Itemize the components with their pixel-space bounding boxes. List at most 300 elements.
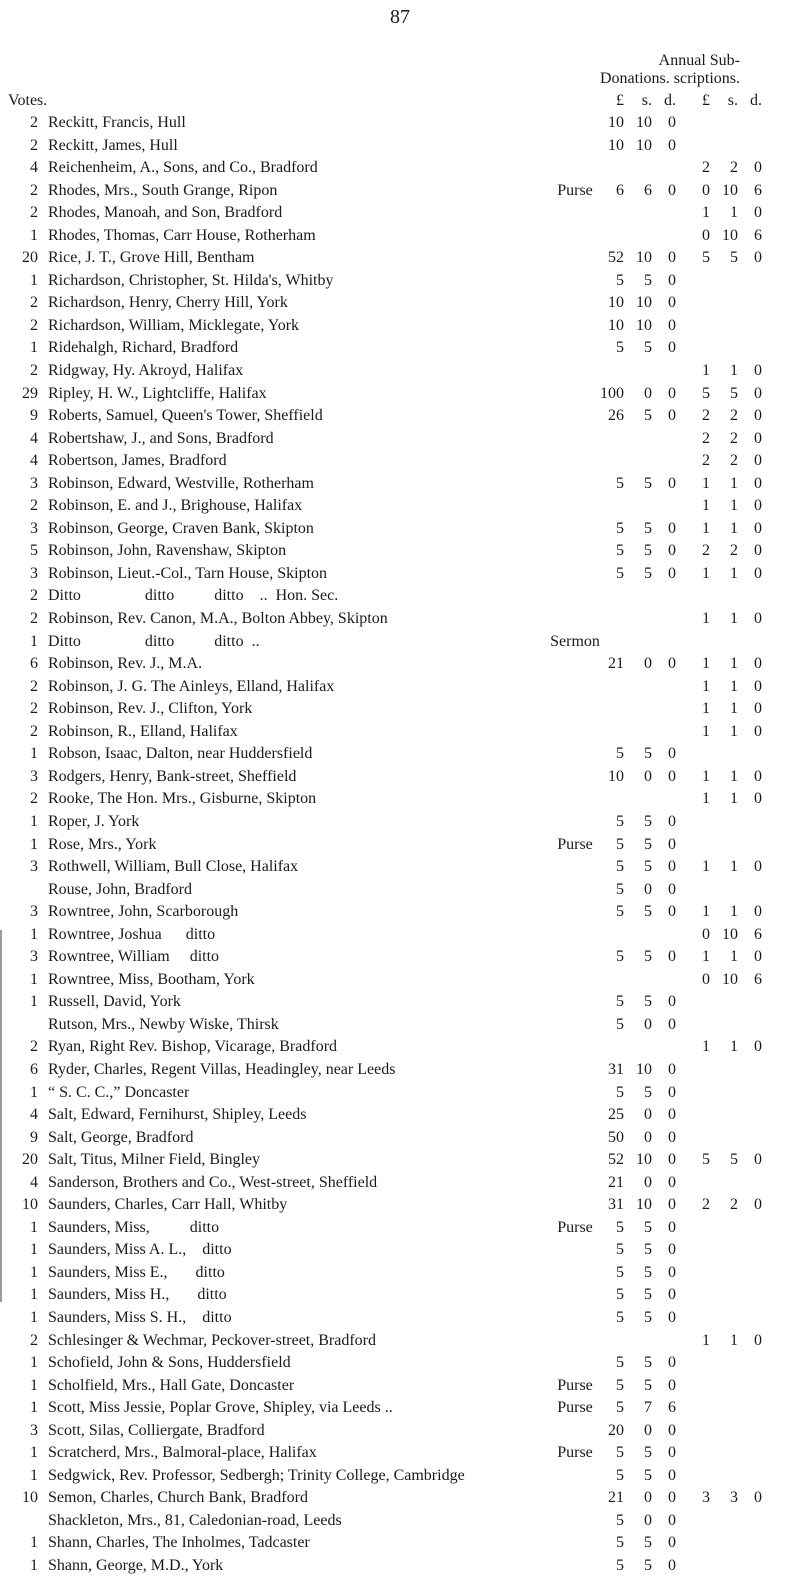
table-row [0,1217,800,1240]
name-cell: Robertson, James, Bradford [48,452,227,470]
votes-cell: 2 [30,181,38,199]
votes-cell: 1 [30,226,38,244]
name-cell: Ryan, Right Rev. Bishop, Vicarage, Bradford [48,1038,338,1056]
votes-cell: 3 [30,564,38,582]
votes-cell: 4 [30,1106,38,1124]
name-cell: Salt, Edward, Fernihurst, Shipley, Leeds [48,1106,307,1124]
donation-pounds-cell: 5 [616,1263,624,1281]
votes-cell: 2 [30,316,38,334]
donation-pounds-heading: £ [616,92,624,109]
subscription-pence-cell: 0 [754,1151,762,1169]
donation-pence-cell: 0 [668,316,676,334]
name-cell: Rothwell, William, Bull Close, Halifax [48,858,299,876]
votes-cell: 1 [30,1263,38,1281]
subscription-shillings-cell: 1 [730,1038,738,1056]
subscription-pence-cell: 0 [754,407,762,425]
subscription-pence-cell: 0 [754,362,762,380]
donation-pounds-cell: 31 [608,1060,624,1078]
name-cell: Reichenheim, A., Sons, and Co., Bradford [48,159,318,177]
subscription-pence-cell: 0 [754,858,762,876]
subscription-pence-cell: 0 [754,722,762,740]
donation-pence-cell: 0 [668,1241,676,1259]
votes-cell: 1 [30,1308,38,1326]
votes-cell: 1 [30,339,38,357]
subscription-pence-cell: 0 [754,1489,762,1507]
donation-pounds-cell: 5 [616,1557,624,1574]
subscription-shillings-cell: 1 [730,722,738,740]
name-cell: Rhodes, Mrs., South Grange, Ripon [48,181,278,199]
subscription-shillings-cell: 1 [730,858,738,876]
name-cell: Richardson, William, Micklegate, York [48,316,300,334]
subscription-pounds-cell: 5 [702,384,710,402]
donation-pounds-cell: 5 [616,271,624,289]
donation-pence-cell: 0 [668,181,676,199]
name-cell: Robson, Isaac, Dalton, near Huddersfield [48,745,313,763]
donation-pence-cell: 0 [668,1106,676,1124]
subscription-pounds-cell: 0 [702,970,710,988]
name-cell: Rowntree, William ditto [48,948,220,966]
subscription-shillings-cell: 10 [722,970,738,988]
votes-cell: 1 [30,745,38,763]
votes-cell: 1 [30,1354,38,1372]
name-cell: Schofield, John & Sons, Huddersfield [48,1354,291,1372]
subscription-shillings-cell: 5 [730,384,738,402]
subscription-pounds-cell: 1 [702,519,710,537]
donation-pence-cell: 0 [668,136,676,154]
table-row [0,743,800,766]
votes-cell: 3 [30,767,38,785]
votes-cell: 1 [30,1534,38,1552]
name-cell: Scott, Silas, Colliergate, Bradford [48,1421,265,1439]
donation-pounds-cell: 5 [616,745,624,763]
subscription-pounds-cell: 1 [702,1038,710,1056]
subscription-pence-cell: 6 [754,970,762,988]
votes-cell: 4 [30,1173,38,1191]
votes-cell: 1 [30,1218,38,1236]
table-row [0,495,800,518]
name-cell: Scholfield, Mrs., Hall Gate, Doncaster [48,1376,295,1394]
donation-pounds-cell: 5 [616,1376,624,1394]
table-row [0,1239,800,1262]
votes-cell: 2 [30,790,38,808]
votes-cell: 2 [30,610,38,628]
subscription-pence-cell: 0 [754,497,762,515]
donation-shillings-cell: 5 [644,1376,652,1394]
subscription-pence-cell: 6 [754,181,762,199]
name-cell: Saunders, Miss S. H., ditto [48,1308,232,1326]
donation-pence-cell: 0 [668,1511,676,1529]
donation-pounds-cell: 5 [616,880,624,898]
donation-shillings-cell: 0 [644,1489,652,1507]
donation-pence-cell: 0 [668,1173,676,1191]
votes-cell: 3 [30,903,38,921]
donation-shillings-cell: 5 [644,1354,652,1372]
donation-pounds-cell: 5 [616,1444,624,1462]
subscription-pounds-cell: 5 [702,1151,710,1169]
donation-shillings-cell: 5 [644,1241,652,1259]
votes-heading: Votes. [8,92,48,109]
table-row [0,676,800,699]
donation-shillings-cell: 5 [644,993,652,1011]
table-row [0,202,800,225]
donation-shillings-cell: 5 [644,1444,652,1462]
name-cell: Richardson, Christopher, St. Hilda's, Whitby [48,271,334,289]
donation-pence-cell: 0 [668,1263,676,1281]
table-row [0,1059,800,1082]
table-row [0,811,800,834]
votes-cell: 4 [30,452,38,470]
subscription-pence-cell: 0 [754,204,762,222]
donation-shillings-cell: 5 [644,858,652,876]
donation-shillings-cell: 0 [644,1421,652,1439]
donation-pounds-cell: 5 [616,1354,624,1372]
donation-pounds-cell: 5 [616,1511,624,1529]
votes-cell: 2 [30,587,38,605]
donation-pounds-cell: 5 [616,519,624,537]
table-row [0,698,800,721]
name-cell: Robinson, Rev. Canon, M.A., Bolton Abbey, Skipton [48,610,388,628]
donation-pence-cell: 0 [668,474,676,492]
donation-pounds-cell: 5 [616,1286,624,1304]
donation-pence-cell: 0 [668,1557,676,1574]
subscription-shillings-cell: 1 [730,903,738,921]
subscription-pounds-cell: 2 [702,159,710,177]
votes-cell: 1 [30,1444,38,1462]
subscription-pence-cell: 0 [754,429,762,447]
name-cell: Semon, Charles, Church Bank, Bradford [48,1489,308,1507]
votes-cell: 2 [30,722,38,740]
subscription-pence-cell: 6 [754,925,762,943]
votes-cell: 2 [30,1038,38,1056]
table-row [0,383,800,406]
donation-pounds-cell: 5 [616,542,624,560]
donation-pence-cell: 0 [668,835,676,853]
subscription-shillings-cell: 1 [730,790,738,808]
table-row [0,834,800,857]
donation-pounds-cell: 5 [616,835,624,853]
votes-cell: 2 [30,204,38,222]
donation-shillings-cell: 5 [644,339,652,357]
donation-shillings-cell: 5 [644,948,652,966]
donation-pounds-cell: 25 [608,1106,624,1124]
table-row [0,157,800,180]
subscription-pounds-cell: 1 [702,362,710,380]
votes-cell: 2 [30,677,38,695]
table-row [0,721,800,744]
subscription-shillings-cell: 2 [730,1196,738,1214]
votes-cell: 20 [22,1151,38,1169]
donation-pounds-cell: 52 [608,249,624,267]
subscription-shillings-cell: 1 [730,362,738,380]
donation-shillings-cell: 7 [644,1399,652,1417]
donation-shillings-cell: 10 [636,114,652,131]
donation-pence-cell: 6 [668,1399,676,1417]
votes-cell: 10 [22,1489,38,1507]
donation-pence-cell: 0 [668,655,676,673]
donation-shillings-cell: 10 [636,316,652,334]
name-cell: Rhodes, Thomas, Carr House, Rotherham [48,226,316,244]
subscription-pence-cell: 6 [754,226,762,244]
donation-pence-cell: 0 [668,948,676,966]
name-cell: Robinson, Rev. J., Clifton, York [48,700,253,718]
name-cell: Rowntree, John, Scarborough [48,903,239,921]
donation-pounds-cell: 21 [608,1173,624,1191]
subscription-shillings-cell: 10 [722,925,738,943]
name-cell: Shann, Charles, The Inholmes, Tadcaster [48,1534,310,1552]
subscription-shillings-heading: s. [727,92,738,109]
subscription-pence-heading: d. [750,92,762,109]
donation-pence-cell: 0 [668,1060,676,1078]
subscription-shillings-cell: 10 [722,181,738,199]
table-row [0,1352,800,1375]
table-row [0,856,800,879]
subscription-pence-cell: 0 [754,159,762,177]
table-row [0,1487,800,1510]
subscription-pounds-cell: 1 [702,722,710,740]
donation-shillings-cell: 6 [644,181,652,199]
donations-subscriptions-heading: Donations. scriptions. [600,70,740,87]
subscription-shillings-cell: 5 [730,249,738,267]
votes-cell: 29 [22,384,38,402]
name-cell: Ridgway, Hy. Akroyd, Halifax [48,362,244,380]
votes-cell: 1 [30,1557,38,1574]
donation-shillings-cell: 5 [644,1466,652,1484]
donation-pence-cell: 0 [668,1308,676,1326]
donation-pence-cell: 0 [668,1444,676,1462]
donation-pounds-cell: 52 [608,1151,624,1169]
table-row [0,1465,800,1488]
name-cell: Robertshaw, J., and Sons, Bradford [48,429,274,447]
donation-shillings-cell: 10 [636,249,652,267]
votes-cell: 1 [30,1466,38,1484]
subscription-pounds-cell: 1 [702,767,710,785]
table-row [0,1307,800,1330]
donation-shillings-cell: 5 [644,271,652,289]
name-cell: Rhodes, Manoah, and Son, Bradford [48,204,283,222]
donation-pence-cell: 0 [668,542,676,560]
votes-cell: 1 [30,1376,38,1394]
table-row [0,1014,800,1037]
donation-shillings-cell: 0 [644,655,652,673]
donation-pence-cell: 0 [668,1083,676,1101]
donation-shillings-cell: 0 [644,1015,652,1033]
subscription-pence-cell: 0 [754,700,762,718]
donation-pounds-cell: 10 [608,767,624,785]
donation-pence-cell: 0 [668,1286,676,1304]
votes-cell: 2 [30,497,38,515]
name-cell: Robinson, E. and J., Brighouse, Halifax [48,497,303,515]
subscription-shillings-cell: 10 [722,226,738,244]
table-row [0,1442,800,1465]
subscription-shillings-cell: 1 [730,948,738,966]
donation-shillings-cell: 5 [644,1286,652,1304]
note-cell: Purse [557,1218,593,1236]
table-row [0,1104,800,1127]
donation-shillings-cell: 0 [644,1128,652,1146]
subscription-pence-cell: 0 [754,249,762,267]
donation-pence-cell: 0 [668,1196,676,1214]
table-row [0,540,800,563]
table-row [0,405,800,428]
subscription-pounds-cell: 1 [702,610,710,628]
donation-pounds-cell: 5 [616,1218,624,1236]
votes-cell: 1 [30,1286,38,1304]
subscription-pounds-cell: 0 [702,181,710,199]
votes-cell: 5 [30,542,38,560]
name-cell: Salt, Titus, Milner Field, Bingley [48,1151,261,1169]
votes-cell: 1 [30,835,38,853]
donation-pounds-cell: 10 [608,114,624,131]
subscription-pence-cell: 0 [754,542,762,560]
donation-shillings-cell: 5 [644,542,652,560]
subscription-pence-cell: 0 [754,384,762,402]
name-cell: Shackleton, Mrs., 81, Caledonian-road, Leeds [48,1511,342,1529]
subscription-pounds-cell: 2 [702,1196,710,1214]
votes-cell: 3 [30,858,38,876]
subscription-pounds-cell: 1 [702,790,710,808]
donation-pence-cell: 0 [668,1218,676,1236]
subscription-pounds-cell: 2 [702,429,710,447]
subscription-shillings-cell: 1 [730,767,738,785]
votes-cell: 1 [30,632,38,650]
votes-cell: 2 [30,700,38,718]
subscription-pounds-cell: 1 [702,655,710,673]
subscription-pence-cell: 0 [754,767,762,785]
donation-pounds-cell: 5 [616,1308,624,1326]
subscription-pence-cell: 0 [754,1038,762,1056]
donation-shillings-cell: 5 [644,519,652,537]
votes-cell: 2 [30,114,38,131]
subscription-shillings-cell: 1 [730,564,738,582]
donation-pounds-cell: 5 [616,993,624,1011]
subscription-pence-cell: 0 [754,948,762,966]
table-row [0,1420,800,1443]
subscription-shillings-cell: 2 [730,407,738,425]
table-row [0,1284,800,1307]
table-row [0,1555,800,1578]
name-cell: Scratcherd, Mrs., Balmoral-place, Halifax [48,1444,317,1462]
donation-pence-cell: 0 [668,767,676,785]
donation-shillings-cell: 5 [644,474,652,492]
donation-pence-cell: 0 [668,993,676,1011]
table-row [0,631,800,654]
donation-pounds-cell: 5 [616,474,624,492]
votes-cell: 20 [22,249,38,267]
donation-shillings-cell: 0 [644,1106,652,1124]
name-cell: Roper, J. York [48,812,140,830]
donation-shillings-cell: 5 [644,835,652,853]
name-cell: Rowntree, Joshua ditto [48,925,216,943]
subscription-pounds-cell: 1 [702,948,710,966]
binding-mark [0,930,8,1302]
subscription-pounds-cell: 0 [702,226,710,244]
name-cell: Rutson, Mrs., Newby Wiske, Thirsk [48,1015,279,1033]
donation-shillings-cell: 5 [644,1218,652,1236]
name-cell: Ditto ditto ditto .. Hon. Sec. [48,587,339,605]
donation-pence-cell: 0 [668,1466,676,1484]
subscription-shillings-cell: 1 [730,610,738,628]
subscription-shillings-cell: 1 [730,204,738,222]
votes-cell: 1 [30,925,38,943]
donation-shillings-cell: 5 [644,1308,652,1326]
donation-pence-cell: 0 [668,1151,676,1169]
donation-pence-cell: 0 [668,519,676,537]
subscription-pounds-cell: 1 [702,1331,710,1349]
donation-pence-cell: 0 [668,1128,676,1146]
table-row [0,180,800,203]
note-cell: Purse [557,181,593,199]
donation-shillings-cell: 10 [636,1060,652,1078]
subscription-shillings-cell: 2 [730,452,738,470]
donation-shillings-cell: 5 [644,1263,652,1281]
subscription-shillings-cell: 3 [730,1489,738,1507]
name-cell: Sedgwick, Rev. Professor, Sedbergh; Trinity College, Cambridge [48,1466,465,1484]
donation-shillings-cell: 0 [644,1511,652,1529]
name-cell: Ridehalgh, Richard, Bradford [48,339,239,357]
name-cell: Ripley, H. W., Lightcliffe, Halifax [48,384,267,402]
donation-pence-heading: d. [664,92,676,109]
subscription-pounds-cell: 1 [702,204,710,222]
subscription-pounds-heading: £ [702,92,710,109]
table-row [0,585,800,608]
donation-pounds-cell: 5 [616,1534,624,1552]
name-cell: Robinson, John, Ravenshaw, Skipton [48,542,287,560]
votes-cell: 9 [30,407,38,425]
donation-pence-cell: 0 [668,564,676,582]
donation-pence-cell: 0 [668,294,676,312]
donation-shillings-cell: 5 [644,564,652,582]
table-row [0,1532,800,1555]
subscription-pence-cell: 0 [754,903,762,921]
votes-cell: 1 [30,993,38,1011]
donation-shillings-cell: 0 [644,880,652,898]
name-cell: Reckitt, Francis, Hull [48,114,186,131]
votes-cell: 3 [30,474,38,492]
subscription-pounds-cell: 5 [702,249,710,267]
votes-cell: 3 [30,948,38,966]
name-cell: Saunders, Miss A. L., ditto [48,1241,232,1259]
table-row [0,1149,800,1172]
subscription-pence-cell: 0 [754,1331,762,1349]
subscription-pence-cell: 0 [754,1196,762,1214]
subscription-pounds-cell: 1 [702,858,710,876]
votes-cell: 1 [30,1399,38,1417]
donation-pounds-cell: 50 [608,1128,624,1146]
name-cell: Richardson, Henry, Cherry Hill, York [48,294,288,312]
votes-cell: 3 [30,1421,38,1439]
subscription-pence-cell: 0 [754,474,762,492]
donation-pence-cell: 0 [668,1015,676,1033]
table-row [0,292,800,315]
table-row [0,879,800,902]
name-cell: Rice, J. T., Grove Hill, Bentham [48,249,255,267]
table-row [0,518,800,541]
table-row [0,473,800,496]
note-cell: Purse [557,1444,593,1462]
donation-pence-cell: 0 [668,880,676,898]
donation-pounds-cell: 5 [616,903,624,921]
donation-pence-cell: 0 [668,1376,676,1394]
donation-shillings-cell: 5 [644,407,652,425]
subscription-shillings-cell: 1 [730,700,738,718]
donation-pounds-cell: 5 [616,1399,624,1417]
votes-cell: 1 [30,970,38,988]
note-cell: Sermon [550,632,600,650]
donation-pence-cell: 0 [668,114,676,131]
table-row [0,225,800,248]
note-cell: Purse [557,1376,593,1394]
donation-pounds-cell: 5 [616,948,624,966]
